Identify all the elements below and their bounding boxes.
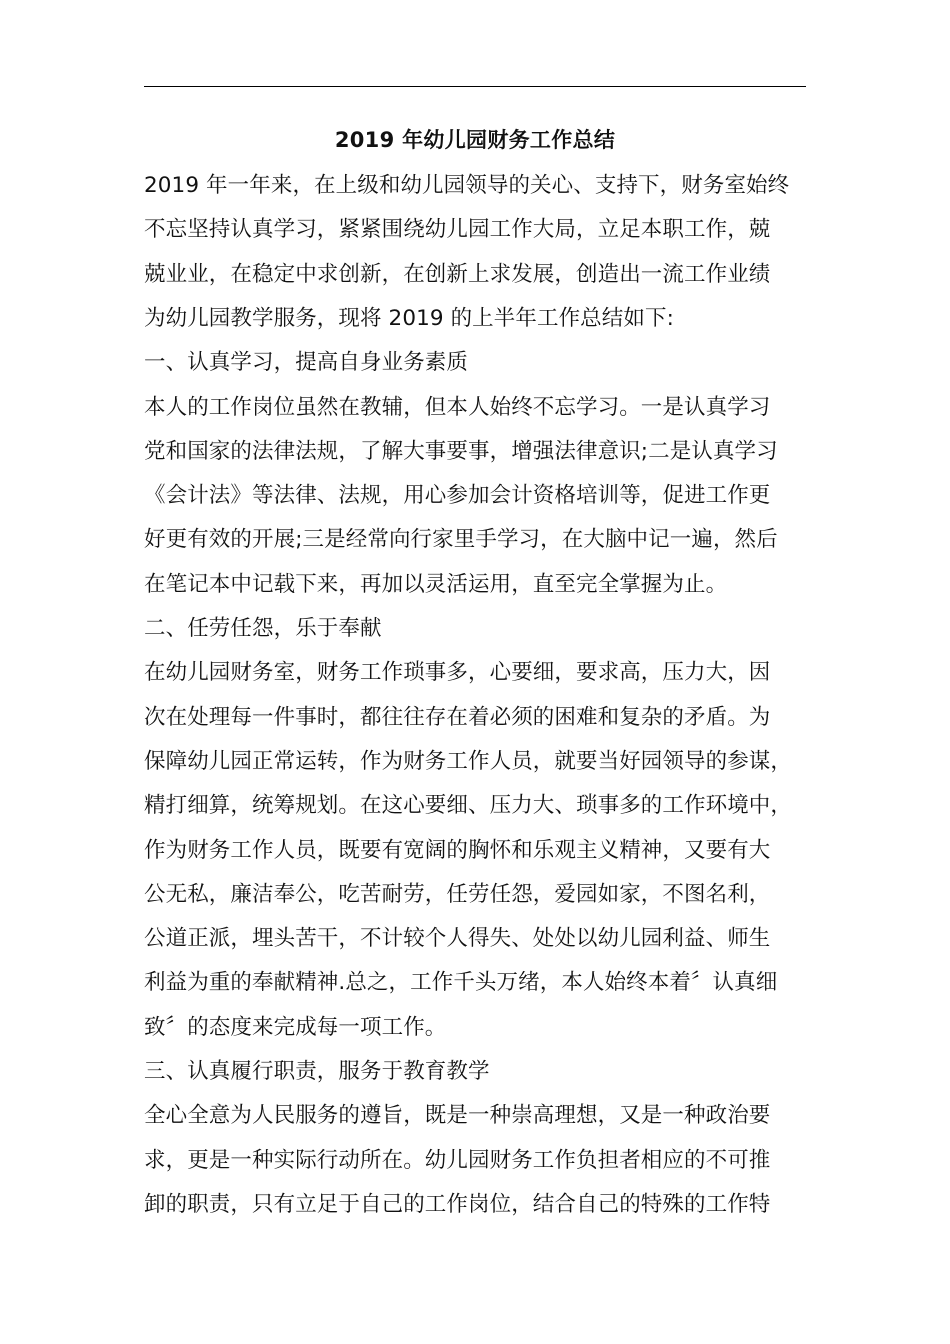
body-line: 好更有效的开展;三是经常向行家里手学习，在大脑中记一遍，然后 <box>144 527 778 553</box>
body-line: 本人的工作岗位虽然在教辅，但本人始终不忘学习。一是认真学习 <box>144 394 771 420</box>
body-line: 全心全意为人民服务的遵旨，既是一种崇高理想，又是一种政治要 <box>144 1103 771 1129</box>
body-line: 二、任劳任怨，乐于奉献 <box>144 616 382 641</box>
body-line: 利益为重的奉献精神.总之，工作千头万绪，本人始终本着〞认真细 <box>144 970 778 996</box>
header-rule <box>144 86 806 87</box>
document-title: 2019 年幼儿园财务工作总结 <box>334 128 616 152</box>
body-line: 求，更是一种实际行动所在。幼儿园财务工作负担者相应的不可推 <box>144 1147 771 1173</box>
body-line: 不忘坚持认真学习，紧紧围绕幼儿园工作大局，立足本职工作，兢 <box>144 217 771 243</box>
body-line: 公无私，廉洁奉公，吃苦耐劳，任劳任怨，爱园如家，不图名利， <box>144 881 771 907</box>
body-line: 《会计法》等法律、法规，用心参加会计资格培训等，促进工作更 <box>144 483 771 509</box>
body-line: 为幼儿园教学服务，现将 2019 的上半年工作总结如下: <box>144 305 674 331</box>
body-line: 致〞的态度来完成每一项工作。 <box>144 1014 447 1040</box>
body-line: 在笔记本中记载下来，再加以灵活运用，直至完全掌握为止。 <box>144 571 728 597</box>
body-line: 一、认真学习，提高自身业务素质 <box>144 350 469 376</box>
body-line: 作为财务工作人员，既要有宽阔的胸怀和乐观主义精神，又要有大 <box>144 837 771 863</box>
body-line: 党和国家的法律法规，了解大事要事，增强法律意识;二是认真学习 <box>144 438 778 464</box>
body-line: 在幼儿园财务室，财务工作琐事多，心要细，要求高，压力大，因 <box>144 660 771 686</box>
body-line: 公道正派，埋头苦干，不计较个人得失、处处以幼儿园利益、师生 <box>144 926 771 952</box>
body-line: 卸的职责，只有立足于自己的工作岗位，结合自己的特殊的工作特 <box>144 1191 771 1217</box>
body-line: 2019 年一年来，在上级和幼儿园领导的关心、支持下，财务室始终 <box>144 173 790 198</box>
body-line: 兢业业，在稳定中求创新，在创新上求发展，创造出一流工作业绩 <box>144 261 771 287</box>
body-line: 保障幼儿园正常运转，作为财务工作人员，就要当好园领导的参谋， <box>144 748 793 774</box>
body-line: 次在处理每一件事时，都往往存在着必须的困难和复杂的矛盾。为 <box>144 704 771 730</box>
body-line: 三、认真履行职责，服务于教育教学 <box>144 1059 490 1084</box>
body-line: 精打细算，统筹规划。在这心要细、压力大、琐事多的工作环境中， <box>144 793 793 819</box>
